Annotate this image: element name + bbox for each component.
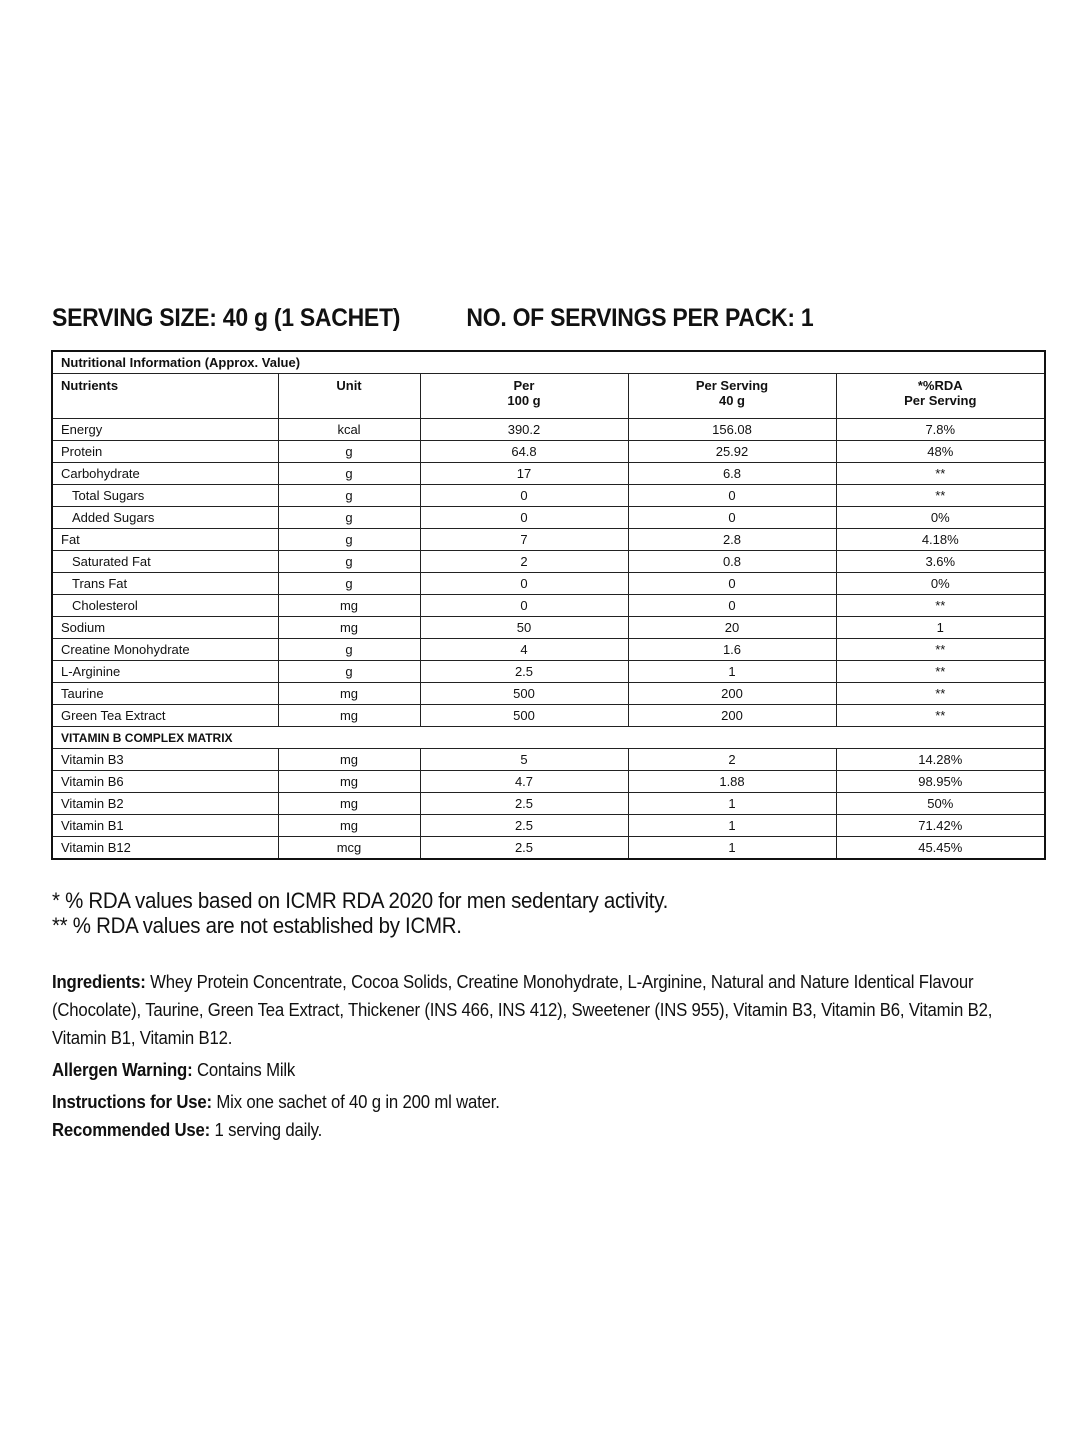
header-per-100g	[420, 374, 628, 419]
table-row	[52, 793, 1045, 815]
nutrient-unit: kcal	[278, 419, 420, 441]
nutrient-unit: mg	[278, 771, 420, 793]
nutrient-name: Added Sugars	[52, 507, 278, 529]
value-rda: 4.18%	[836, 529, 1045, 551]
table-row	[52, 595, 1045, 617]
header-per-serving-line1: Per Serving	[695, 378, 769, 393]
value-rda: **	[836, 683, 1045, 705]
value-rda: 71.42%	[836, 815, 1045, 837]
nutrition-table	[51, 350, 1046, 860]
table-row	[52, 485, 1045, 507]
value-rda: 14.28%	[836, 749, 1045, 771]
value-per-serving: 1	[628, 815, 836, 837]
table-row	[52, 617, 1045, 639]
table-row	[52, 639, 1045, 661]
value-per-serving: 6.8	[628, 463, 836, 485]
nutrient-name: Green Tea Extract	[52, 705, 278, 727]
value-per-100g: 7	[420, 529, 628, 551]
nutrient-unit: mg	[278, 595, 420, 617]
value-per-serving: 0.8	[628, 551, 836, 573]
nutrient-name: Vitamin B1	[52, 815, 278, 837]
table-header-row	[52, 374, 1045, 419]
nutrient-name: L-Arginine	[52, 661, 278, 683]
instructions	[52, 1088, 993, 1116]
nutrient-name: Cholesterol	[52, 595, 278, 617]
value-per-100g: 0	[420, 595, 628, 617]
value-per-100g: 50	[420, 617, 628, 639]
serving-size: SERVING SIZE: 40 g (1 SACHET)	[52, 304, 401, 332]
header-per-100g-line1: Per	[513, 378, 535, 393]
nutrient-name: Creatine Monohydrate	[52, 639, 278, 661]
value-per-100g: 500	[420, 683, 628, 705]
value-per-serving: 1.6	[628, 639, 836, 661]
nutrient-unit: g	[278, 463, 420, 485]
table-title-row	[52, 351, 1045, 374]
nutrient-name: Vitamin B2	[52, 793, 278, 815]
nutrient-unit: mg	[278, 683, 420, 705]
nutrient-name: Vitamin B12	[52, 837, 278, 860]
value-per-serving: 200	[628, 705, 836, 727]
table-row	[52, 419, 1045, 441]
nutrient-unit: g	[278, 485, 420, 507]
nutrient-unit: g	[278, 639, 420, 661]
table-row	[52, 837, 1045, 860]
footnotes	[52, 888, 982, 938]
nutrient-unit: mg	[278, 705, 420, 727]
value-per-100g: 4.7	[420, 771, 628, 793]
value-rda: **	[836, 661, 1045, 683]
nutrient-name: Protein	[52, 441, 278, 463]
nutrient-unit: g	[278, 551, 420, 573]
value-per-100g: 2.5	[420, 661, 628, 683]
value-per-serving: 156.08	[628, 419, 836, 441]
recommended-label: Recommended Use:	[52, 1119, 211, 1140]
value-per-serving: 20	[628, 617, 836, 639]
allergen-warning	[52, 1056, 993, 1084]
ingredients-label: Ingredients:	[52, 971, 146, 992]
table-row	[52, 441, 1045, 463]
allergen-text: Contains Milk	[196, 1059, 296, 1080]
value-rda: 7.8%	[836, 419, 1045, 441]
nutrient-unit: mg	[278, 815, 420, 837]
value-rda: **	[836, 705, 1045, 727]
value-rda: 0%	[836, 507, 1045, 529]
nutrient-name: Vitamin B3	[52, 749, 278, 771]
section-row	[52, 727, 1045, 749]
header-unit: Unit	[278, 374, 420, 419]
value-per-serving: 2	[628, 749, 836, 771]
allergen-label: Allergen Warning:	[52, 1059, 193, 1080]
header-rda	[836, 374, 1045, 419]
value-per-serving: 0	[628, 595, 836, 617]
value-rda: **	[836, 639, 1045, 661]
value-rda: **	[836, 463, 1045, 485]
value-per-serving: 25.92	[628, 441, 836, 463]
nutrient-name: Sodium	[52, 617, 278, 639]
ingredients	[52, 968, 993, 1052]
nutrient-name: Energy	[52, 419, 278, 441]
value-per-100g: 0	[420, 573, 628, 595]
header-nutrients: Nutrients	[52, 374, 278, 419]
recommended-use	[52, 1116, 993, 1144]
nutrient-name: Taurine	[52, 683, 278, 705]
nutrient-name: Vitamin B6	[52, 771, 278, 793]
value-per-100g: 17	[420, 463, 628, 485]
value-per-serving: 1	[628, 793, 836, 815]
table-row	[52, 573, 1045, 595]
nutrient-unit: mg	[278, 749, 420, 771]
header-per-100g-line2: 100 g	[507, 393, 541, 408]
value-per-serving: 2.8	[628, 529, 836, 551]
value-rda: 50%	[836, 793, 1045, 815]
value-rda: **	[836, 485, 1045, 507]
instructions-text: Mix one sachet of 40 g in 200 ml water.	[216, 1091, 500, 1112]
value-per-100g: 2.5	[420, 793, 628, 815]
recommended-text: 1 serving daily.	[214, 1119, 323, 1140]
instructions-label: Instructions for Use:	[52, 1091, 212, 1112]
header-per-serving	[628, 374, 836, 419]
value-rda: 45.45%	[836, 837, 1045, 860]
footnote-rda: * % RDA values based on ICMR RDA 2020 for men sedentary activity.	[52, 888, 669, 913]
table-row	[52, 815, 1045, 837]
header-rda-line2: Per Serving	[904, 393, 977, 408]
value-per-100g: 0	[420, 485, 628, 507]
nutrient-name: Saturated Fat	[52, 551, 278, 573]
value-per-serving: 0	[628, 507, 836, 529]
value-per-100g: 2.5	[420, 815, 628, 837]
table-row	[52, 507, 1045, 529]
table-row	[52, 661, 1045, 683]
nutrient-name: Carbohydrate	[52, 463, 278, 485]
nutrient-name: Fat	[52, 529, 278, 551]
value-per-serving: 1	[628, 837, 836, 860]
table-row	[52, 683, 1045, 705]
nutrient-unit: g	[278, 661, 420, 683]
nutrient-unit: mcg	[278, 837, 420, 860]
header-per-serving-line2: 40 g	[718, 393, 745, 408]
header-rda-line1: *%RDA	[917, 378, 963, 393]
table-row	[52, 749, 1045, 771]
value-per-100g: 0	[420, 507, 628, 529]
value-per-100g: 390.2	[420, 419, 628, 441]
nutrient-unit: g	[278, 529, 420, 551]
nutrient-unit: mg	[278, 617, 420, 639]
serving-header	[52, 304, 963, 333]
nutrient-unit: mg	[278, 793, 420, 815]
value-rda: 3.6%	[836, 551, 1045, 573]
value-per-serving: 0	[628, 485, 836, 507]
value-rda: 48%	[836, 441, 1045, 463]
ingredients-text: Whey Protein Concentrate, Cocoa Solids, Creatine Monohydrate, L-Arginine, Natural and Nature Identical Flavour (Chocolate), Taurine, Green Tea Extract, Thickener (INS 466, INS 412), Sweetener (INS 955), Vitamin B3, Vitamin B6, Vitamin B2, Vitamin B1, Vitamin B12.	[52, 971, 993, 1048]
value-per-serving: 200	[628, 683, 836, 705]
value-rda: **	[836, 595, 1045, 617]
table-row	[52, 551, 1045, 573]
table-row	[52, 529, 1045, 551]
table-row	[52, 463, 1045, 485]
product-info	[52, 968, 993, 1144]
servings-per-pack: NO. OF SERVINGS PER PACK: 1	[466, 304, 814, 332]
nutrient-unit: g	[278, 441, 420, 463]
nutrient-name: Trans Fat	[52, 573, 278, 595]
value-per-100g: 2	[420, 551, 628, 573]
value-rda: 1	[836, 617, 1045, 639]
value-per-100g: 5	[420, 749, 628, 771]
nutrient-unit: g	[278, 573, 420, 595]
value-per-serving: 0	[628, 573, 836, 595]
footnote-not-established: ** % RDA values are not established by ICMR.	[52, 913, 462, 938]
value-rda: 98.95%	[836, 771, 1045, 793]
value-per-serving: 1	[628, 661, 836, 683]
section-label: VITAMIN B COMPLEX MATRIX	[52, 727, 1045, 749]
value-per-serving: 1.88	[628, 771, 836, 793]
table-row	[52, 771, 1045, 793]
table-row	[52, 705, 1045, 727]
nutrient-unit: g	[278, 507, 420, 529]
value-rda: 0%	[836, 573, 1045, 595]
nutrient-name: Total Sugars	[52, 485, 278, 507]
table-title: Nutritional Information (Approx. Value)	[52, 351, 1045, 374]
value-per-100g: 2.5	[420, 837, 628, 860]
value-per-100g: 500	[420, 705, 628, 727]
value-per-100g: 64.8	[420, 441, 628, 463]
value-per-100g: 4	[420, 639, 628, 661]
